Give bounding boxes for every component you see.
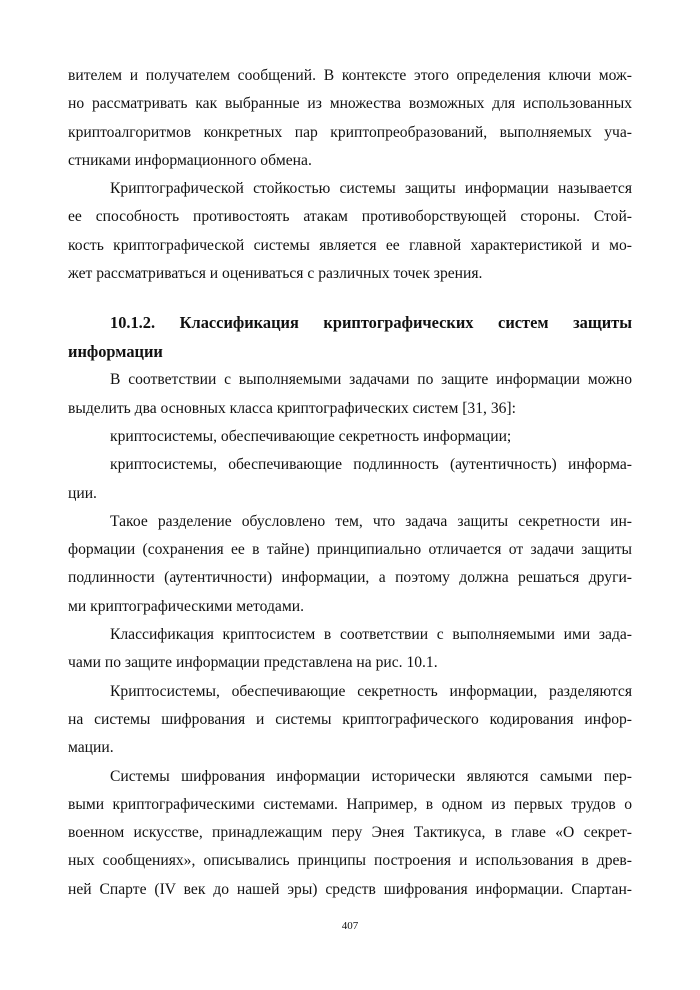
paragraph-4 [68,508,632,621]
paragraph-2 [68,175,632,288]
text-line: ее способность противостоять атакам противоборствующей стороны. Стой- [68,208,632,226]
heading-line: информации [68,342,163,362]
paragraph-7 [68,763,632,904]
list-item-2 [68,451,632,508]
page-number: 407 [341,920,359,932]
text-line: ных сообщениях», описывались принципы построения и использования в древ- [68,852,632,870]
paragraph-1 [68,62,632,175]
section-heading [68,308,632,366]
text-line: жет рассматриваться и оцениваться с различных точек зрения. [68,265,483,283]
text-line: ми криптографическими методами. [68,597,304,615]
text-line: ней Спарте (IV век до нашей эры) средств шифрования информации. Спартан- [68,880,632,898]
text-line: криптосистемы, обеспечивающие секретность информации; [110,427,512,445]
text-line: Системы шифрования информации исторически являются самыми пер- [110,767,632,785]
text-line: выми криптографическими системами. Например, в одном из первых трудов о [68,795,632,813]
text-line: Криптографической стойкостью системы защиты информации называется [110,180,632,198]
text-line: на системы шифрования и системы криптографического кодирования инфор- [68,710,632,728]
text-line: Классификация криптосистем в соответствии с выполняемыми ими зада- [110,626,632,644]
paragraph-5 [68,621,632,678]
text-line: чами по защите информации представлена на рис. 10.1. [68,654,438,672]
text-line: подлинности (аутентичности) информации, а поэтому должна решаться други- [68,569,632,587]
text-line: криптосистемы, обеспечивающие подлинность (аутентичность) информа- [110,456,632,474]
paragraph-3 [68,366,632,423]
text-line: выделить два основных класса криптографических систем [31, 36]: [68,399,516,417]
text-line: военном искусстве, принадлежащим перу Энея Тактикуса, в главе «О секрет- [68,824,632,842]
text-line: но рассматривать как выбранные из множества возможных для использованных [68,95,632,113]
paragraph-6 [68,678,632,763]
text-line: Такое разделение обусловлено тем, что задача защиты секретности ин- [110,512,632,530]
text-line: вителем и получателем сообщений. В контексте этого определения ключи мож- [68,67,632,84]
text-line: формации (сохранения ее в тайне) принципиально отличается от задачи защиты [68,541,632,559]
text-line: кость криптографической системы является ее главной характеристикой и мо- [68,236,632,254]
heading-line: 10.1.2. Классификация криптографических систем защиты [110,313,632,333]
text-line: Криптосистемы, обеспечивающие секретность информации, разделяются [110,682,632,700]
text-line: мации. [68,739,114,757]
document-page [68,62,632,904]
text-line: стниками информационного обмена. [68,151,312,169]
list-item-1 [68,423,632,451]
text-line: ции. [68,484,97,502]
text-line: В соответствии с выполняемыми задачами по защите информации можно [110,371,632,389]
text-line: криптоалгоритмов конкретных пар криптопреобразований, выполняемых уча- [68,123,632,141]
